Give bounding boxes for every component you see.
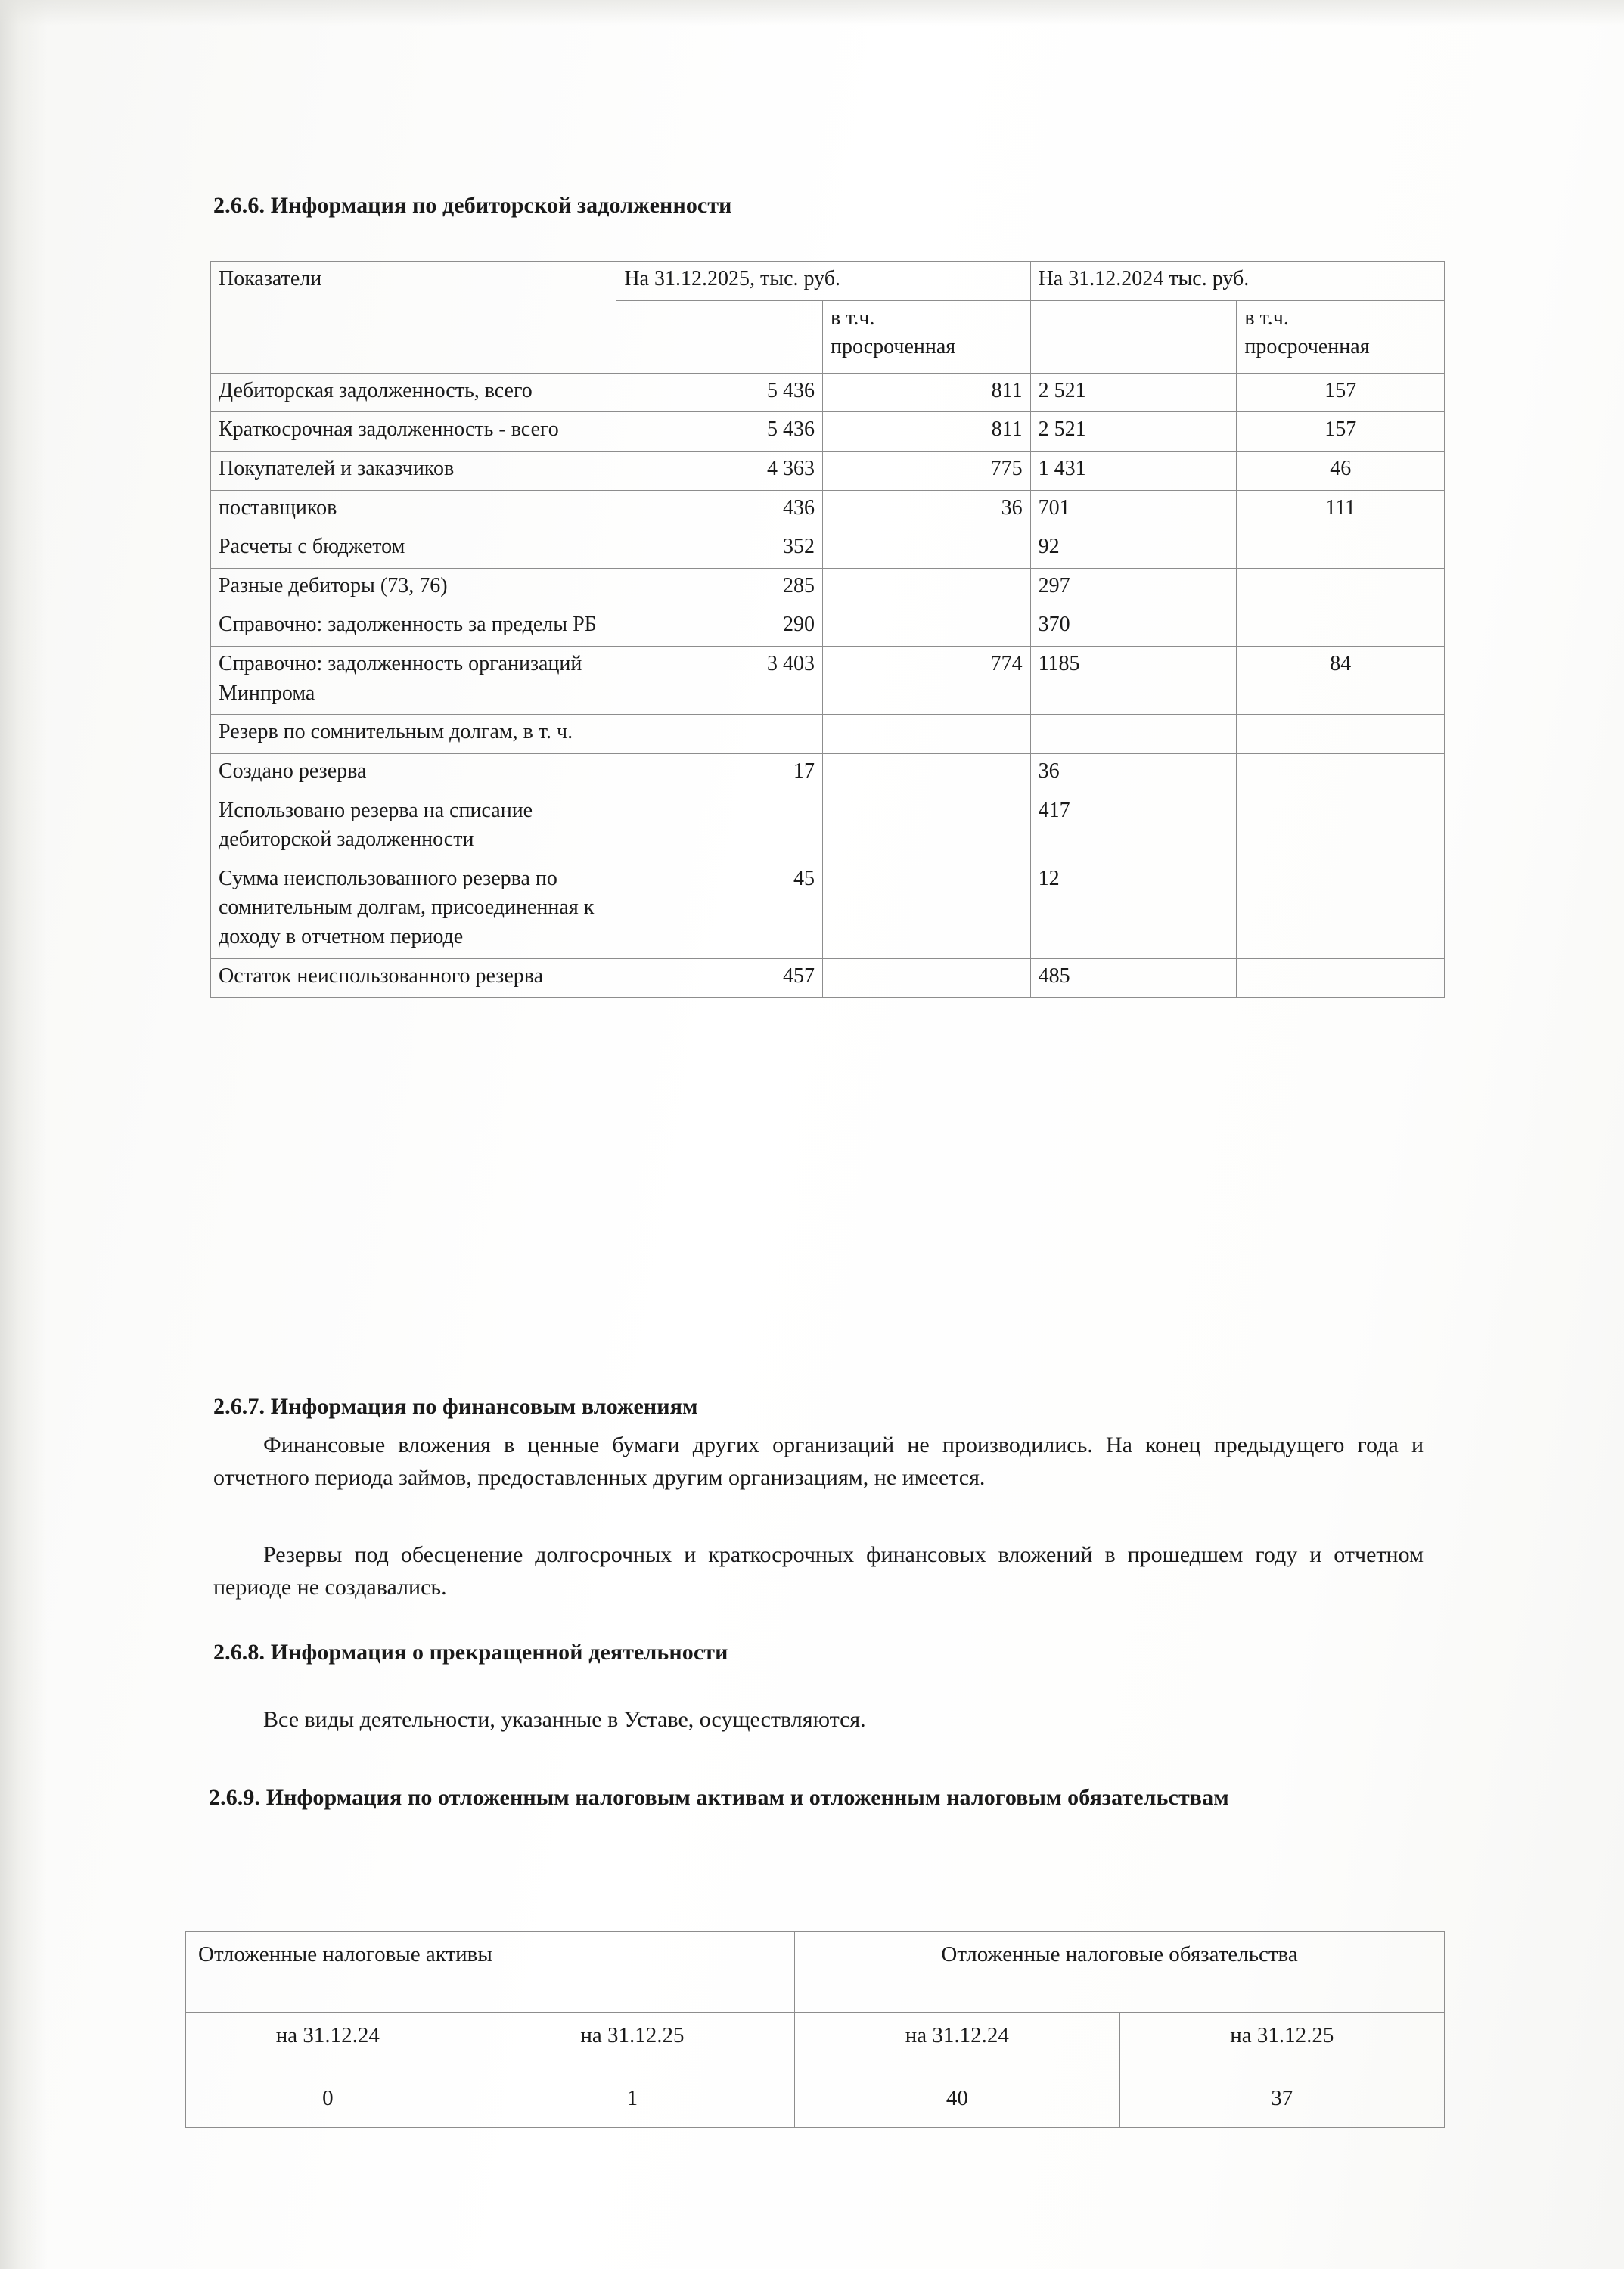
deferred-tax-table <box>185 1931 1445 2128</box>
document-content <box>189 0 1445 2269</box>
cell-2024-total: 92 <box>1030 529 1237 569</box>
cell-2024-total: 2 521 <box>1030 373 1237 412</box>
header-blank-2025 <box>616 300 823 373</box>
row-label: Сумма неиспользованного резерва по сомнительным долгам, присоединенная к доходу в отчетном периоде <box>211 861 616 958</box>
cell-2024-overdue <box>1237 861 1445 958</box>
cell-2025-total: 5 436 <box>616 373 823 412</box>
cell-2025-overdue <box>823 715 1031 754</box>
deferred-tax-value-row <box>186 2075 1445 2128</box>
cell-2024-overdue: 84 <box>1237 647 1445 715</box>
cell-2025-overdue: 774 <box>823 647 1031 715</box>
cell-2024-overdue: 46 <box>1237 451 1445 490</box>
section-heading-2-6-8: 2.6.8. Информация о прекращенной деятельности <box>213 1640 728 1665</box>
table-row <box>211 607 1445 647</box>
receivables-table <box>210 261 1445 998</box>
subheader-assets-2024: на 31.12.24 <box>186 2013 470 2075</box>
row-label: поставщиков <box>211 490 616 529</box>
cell-2025-overdue: 36 <box>823 490 1031 529</box>
header-blank-2024 <box>1030 300 1237 373</box>
table-header-row-1 <box>211 262 1445 301</box>
deferred-tax-group-row <box>186 1932 1445 2013</box>
deferred-tax-subheader-row <box>186 2013 1445 2075</box>
row-label: Разные дебиторы (73, 76) <box>211 568 616 607</box>
header-overdue-2025-line2: просроченная <box>831 335 956 359</box>
table-row <box>211 529 1445 569</box>
cell-2024-overdue <box>1237 607 1445 647</box>
table-row <box>211 451 1445 490</box>
cell-2024-total: 2 521 <box>1030 412 1237 452</box>
cell-2024-overdue: 157 <box>1237 412 1445 452</box>
table-row <box>211 490 1445 529</box>
value-liabilities-2024: 40 <box>795 2075 1119 2128</box>
cell-2025-total: 457 <box>616 958 823 998</box>
section-heading-2-6-7: 2.6.7. Информация по финансовым вложениям <box>213 1394 698 1419</box>
row-label: Справочно: задолженность за пределы РБ <box>211 607 616 647</box>
cell-2024-overdue: 111 <box>1237 490 1445 529</box>
table-row <box>211 793 1445 861</box>
cell-2024-total: 701 <box>1030 490 1237 529</box>
cell-2025-overdue <box>823 568 1031 607</box>
header-indicators: Показатели <box>211 262 616 374</box>
header-overdue-2024-line1: в т.ч. <box>1244 306 1289 330</box>
header-period-2025: На 31.12.2025, тыс. руб. <box>616 262 1030 301</box>
cell-2025-total: 45 <box>616 861 823 958</box>
cell-2025-total: 4 363 <box>616 451 823 490</box>
cell-2024-overdue <box>1237 715 1445 754</box>
section-2-6-7-paragraph-1: Финансовые вложения в ценные бумаги других организаций не производились. На конец предыдущего года и отчетного периода займов, предоставленных другим организациям, не имеется. <box>213 1432 1424 1490</box>
cell-2025-total: 436 <box>616 490 823 529</box>
deferred-tax-table-wrapper <box>185 1931 1445 2128</box>
group-header-deferred-tax-liabilities: Отложенные налоговые обязательства <box>795 1932 1445 2013</box>
table-row <box>211 715 1445 754</box>
row-label: Резерв по сомнительным долгам, в т. ч. <box>211 715 616 754</box>
cell-2025-overdue <box>823 958 1031 998</box>
table-row <box>211 647 1445 715</box>
table-row <box>211 753 1445 793</box>
row-label: Дебиторская задолженность, всего <box>211 373 616 412</box>
subheader-liabilities-2025: на 31.12.25 <box>1119 2013 1444 2075</box>
cell-2025-overdue <box>823 793 1031 861</box>
cell-2024-overdue <box>1237 568 1445 607</box>
cell-2024-total: 417 <box>1030 793 1237 861</box>
table-row <box>211 412 1445 452</box>
cell-2025-total: 3 403 <box>616 647 823 715</box>
value-liabilities-2025: 37 <box>1119 2075 1444 2128</box>
subheader-assets-2025: на 31.12.25 <box>470 2013 794 2075</box>
cell-2024-total: 36 <box>1030 753 1237 793</box>
cell-2025-total <box>616 793 823 861</box>
cell-2025-overdue <box>823 753 1031 793</box>
cell-2024-total: 12 <box>1030 861 1237 958</box>
row-label: Покупателей и заказчиков <box>211 451 616 490</box>
cell-2024-overdue <box>1237 958 1445 998</box>
cell-2024-total: 1 431 <box>1030 451 1237 490</box>
header-period-2024: На 31.12.2024 тыс. руб. <box>1030 262 1444 301</box>
cell-2025-overdue: 811 <box>823 412 1031 452</box>
section-heading-2-6-6: 2.6.6. Информация по дебиторской задолженности <box>213 193 732 218</box>
row-label: Остаток неиспользованного резерва <box>211 958 616 998</box>
table-row <box>211 861 1445 958</box>
row-label: Создано резерва <box>211 753 616 793</box>
table-row <box>211 373 1445 412</box>
row-label: Справочно: задолженность организаций Минпрома <box>211 647 616 715</box>
cell-2024-total: 297 <box>1030 568 1237 607</box>
header-overdue-2025-line1: в т.ч. <box>831 306 875 330</box>
cell-2024-total: 370 <box>1030 607 1237 647</box>
section-2-6-8-paragraph-1: Все виды деятельности, указанные в Уставе, осуществляются. <box>263 1707 866 1732</box>
table-row <box>211 568 1445 607</box>
table-row <box>211 958 1445 998</box>
section-heading-2-6-9: 2.6.9. Информация по отложенным налоговым активам и отложенным налоговым обязательствам <box>209 1785 1229 1810</box>
cell-2024-overdue <box>1237 529 1445 569</box>
receivables-table-wrapper <box>210 261 1445 998</box>
cell-2025-total: 352 <box>616 529 823 569</box>
cell-2024-overdue <box>1237 793 1445 861</box>
cell-2024-total <box>1030 715 1237 754</box>
header-overdue-2024-line2: просроченная <box>1244 335 1370 359</box>
section-2-6-7-paragraph-2: Резервы под обесценение долгосрочных и краткосрочных финансовых вложений в прошедшем году и отчетном периоде не создавались. <box>213 1542 1424 1600</box>
value-assets-2024: 0 <box>186 2075 470 2128</box>
cell-2025-total: 17 <box>616 753 823 793</box>
header-overdue-2025 <box>823 300 1031 373</box>
group-header-deferred-tax-assets: Отложенные налоговые активы <box>186 1932 795 2013</box>
cell-2025-overdue: 775 <box>823 451 1031 490</box>
cell-2025-total: 5 436 <box>616 412 823 452</box>
cell-2024-overdue: 157 <box>1237 373 1445 412</box>
cell-2025-total: 290 <box>616 607 823 647</box>
row-label: Расчеты с бюджетом <box>211 529 616 569</box>
cell-2024-total: 1185 <box>1030 647 1237 715</box>
row-label: Краткосрочная задолженность - всего <box>211 412 616 452</box>
cell-2025-overdue <box>823 607 1031 647</box>
cell-2025-overdue <box>823 861 1031 958</box>
cell-2025-total <box>616 715 823 754</box>
row-label: Использовано резерва на списание дебиторской задолженности <box>211 793 616 861</box>
cell-2025-total: 285 <box>616 568 823 607</box>
cell-2025-overdue: 811 <box>823 373 1031 412</box>
cell-2024-overdue <box>1237 753 1445 793</box>
cell-2024-total: 485 <box>1030 958 1237 998</box>
header-overdue-2024 <box>1237 300 1445 373</box>
cell-2025-overdue <box>823 529 1031 569</box>
value-assets-2025: 1 <box>470 2075 794 2128</box>
subheader-liabilities-2024: на 31.12.24 <box>795 2013 1119 2075</box>
